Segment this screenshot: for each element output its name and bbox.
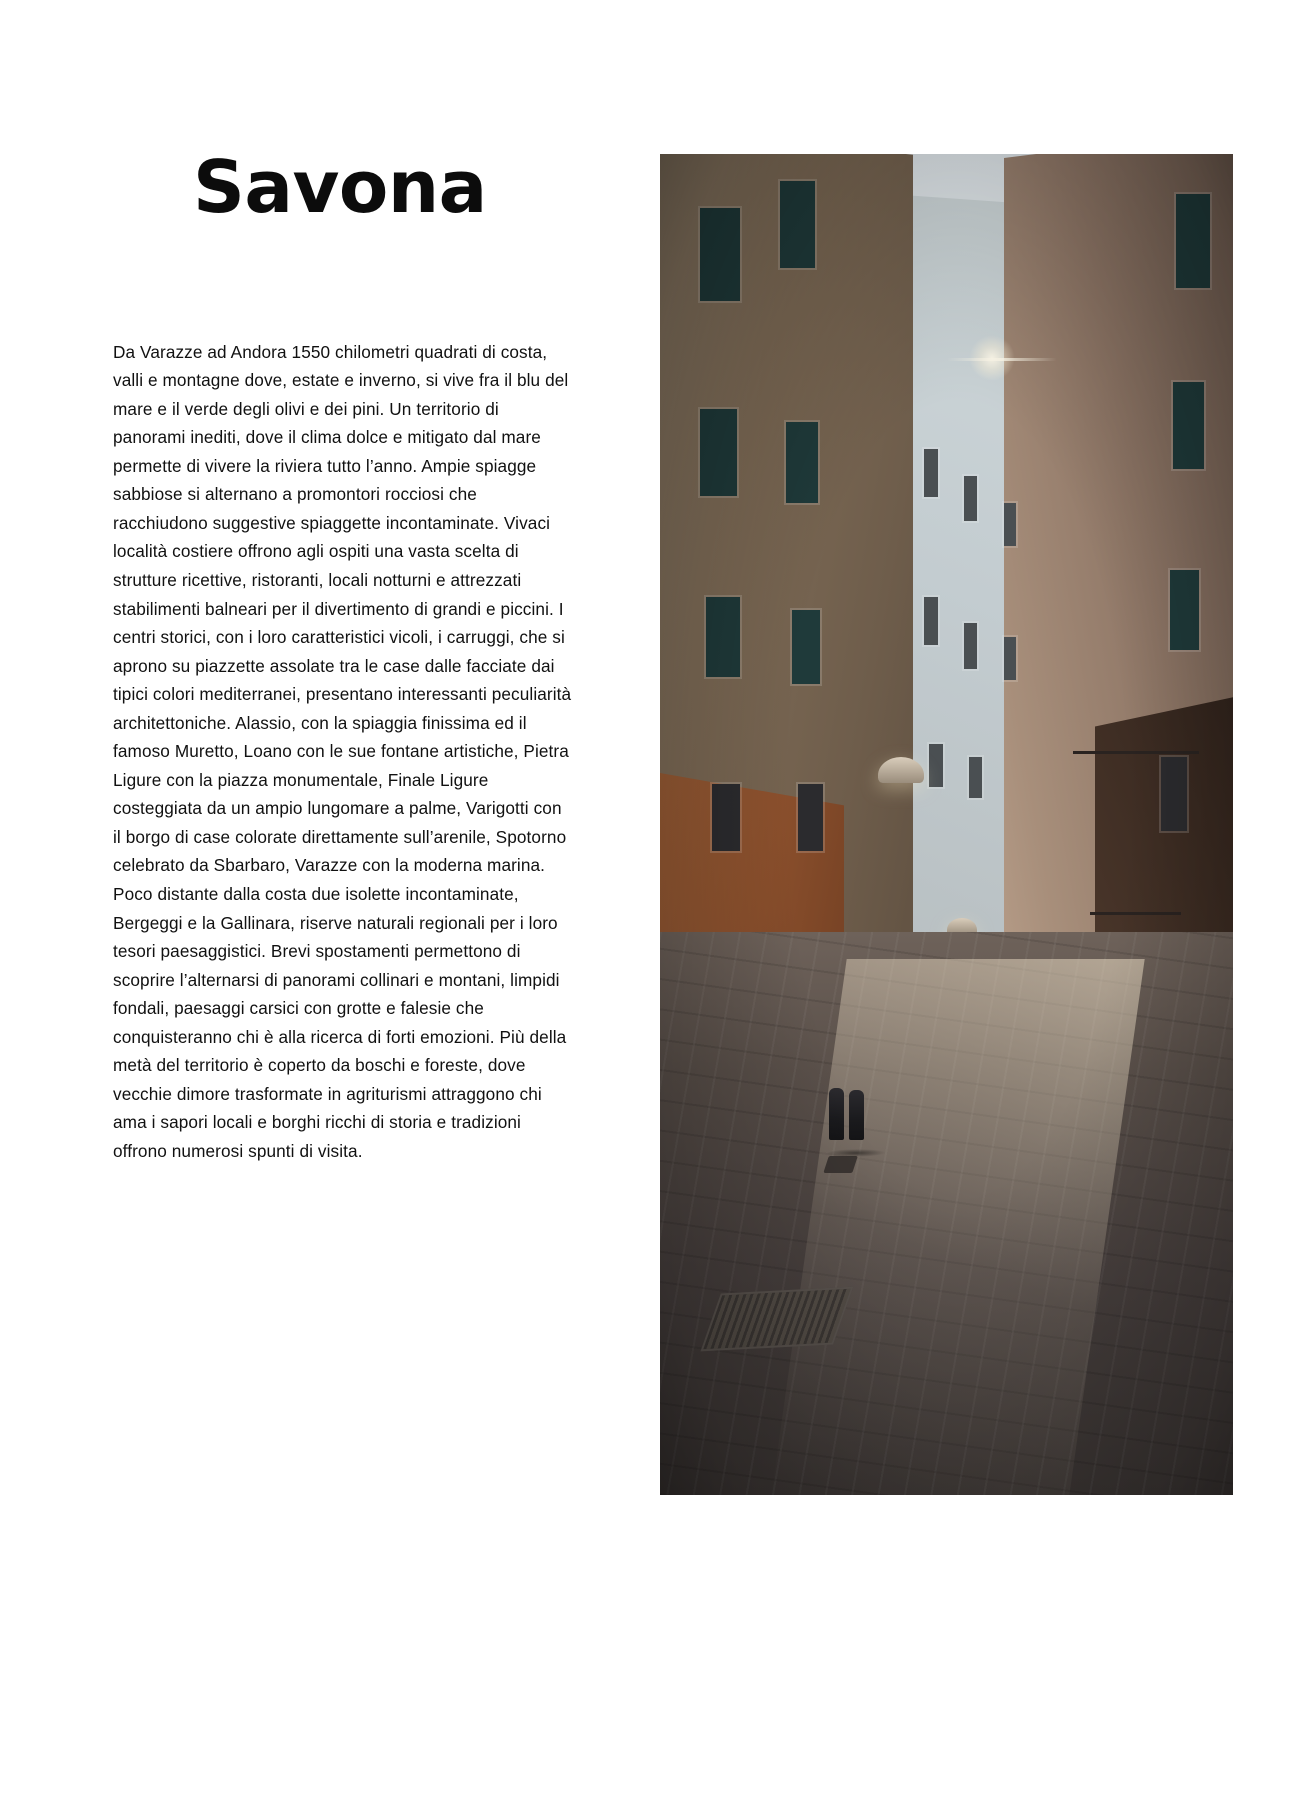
body-paragraph: Da Varazze ad Andora 1550 chilometri quadrati di costa, valli e montagne dove, estate e inverno, si vive fra il blu del mare e il verde degli olivi e dei pini. Un territorio di panorami inediti, dove il clima dolce e mitigato dal mare permette di vivere la riviera tutto l’anno. Ampie spiagge sabbiose si alternano a promontori rocciosi che racchiudono suggestive spiaggette incontaminate. Vivaci località costiere offrono agli ospiti una vasta scelta di strutture ricettive, ristoranti, locali notturni e attrezzati stabilimenti balneari per il divertimento di grandi e piccini. I centri storici, con i loro caratteristici vicoli, i carruggi, che si aprono su piazzette assolate tra le case dalle facciate dai tipici colori mediterranei, presentano interessanti peculiarità architettoniche. Alassio, con la spiaggia finissima ed il famoso Muretto, Loano con le sue fontane artistiche, Pietra Ligure con la piazza monumentale, Finale Ligure costeggiata da un ampio lungomare a palme, Varigotti con il borgo di case colorate direttamente sull’arenile, Spotorno celebrato da Sbarbaro, Varazze con la moderna marina. Poco distante dalla costa due isolette incontaminate, Bergeggi e la Gallinara, riserve naturali regionali per i loro tesori paesaggistici. Brevi spostamenti permettono di scoprire l’alternarsi di panorami collinari e montani, limpidi fondali, paesaggi carsici con grotte e falesie che conquisteranno chi è alla ricerca di forti emozioni. Più della metà del territorio è coperto da boschi e foreste, dove vecchie dimore trasformate in agriturismi attraggono chi ama i sapori locali e borghi ricchi di storia e tradizioni offrono numerosi spunti di visita. xyxy=(113,341,572,1161)
pedestrian xyxy=(849,1090,864,1140)
window-shutter xyxy=(780,181,814,268)
window-shutter xyxy=(1173,382,1205,469)
street-lamp-icon xyxy=(878,757,924,783)
window xyxy=(924,597,939,645)
body-copy xyxy=(113,338,573,1166)
window xyxy=(798,784,824,851)
window-shutter xyxy=(706,597,740,677)
window xyxy=(712,784,741,851)
window xyxy=(929,744,943,787)
manhole-grate xyxy=(700,1287,853,1351)
window-shutter xyxy=(700,208,740,302)
window-shutter xyxy=(1170,570,1199,650)
window xyxy=(1161,757,1187,831)
window-shutter xyxy=(1176,194,1210,288)
window xyxy=(964,476,978,522)
window xyxy=(964,623,978,669)
window-shutter xyxy=(792,610,821,684)
lamp-arm xyxy=(1073,751,1199,754)
lamp-arm xyxy=(1090,912,1182,915)
pedestrian-shadow xyxy=(824,1149,889,1157)
window xyxy=(924,449,939,497)
text-column xyxy=(113,145,573,1165)
window xyxy=(969,757,982,797)
lens-streak xyxy=(947,358,1057,361)
drain-cover xyxy=(823,1156,857,1173)
window xyxy=(1004,503,1017,546)
photo-inner xyxy=(660,154,1233,1495)
window-shutter xyxy=(700,409,737,496)
alley-photo xyxy=(660,154,1233,1495)
window-shutter xyxy=(786,422,818,502)
pedestrian xyxy=(829,1088,844,1140)
page-title: Savona xyxy=(193,145,487,229)
window xyxy=(1004,637,1017,680)
